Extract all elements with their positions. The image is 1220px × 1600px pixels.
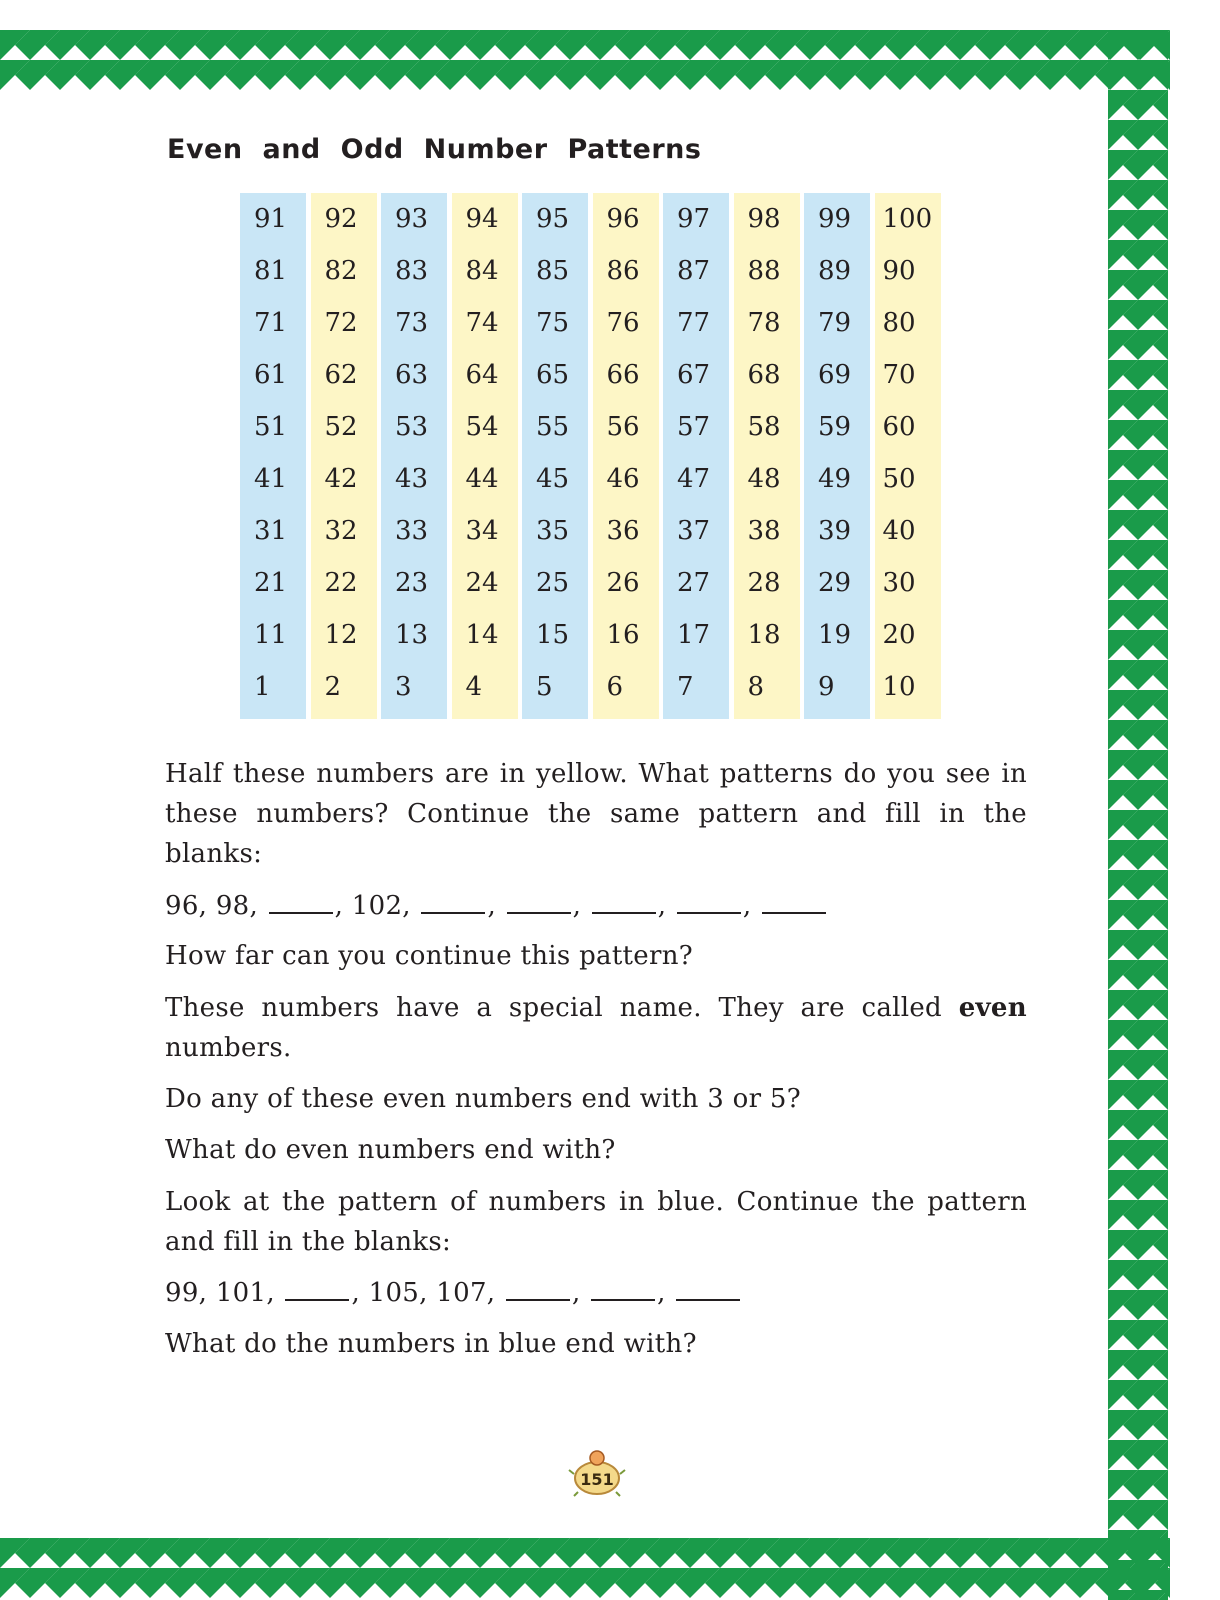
grid-cell: 5	[536, 672, 553, 702]
grid-cell: 13	[395, 620, 429, 650]
grid-cell: 7	[677, 672, 694, 702]
grid-cell: 20	[882, 620, 916, 650]
grid-cell: 28	[747, 568, 781, 598]
grid-cell: 23	[395, 568, 429, 598]
grid-cell: 30	[882, 568, 916, 598]
grid-cell: 64	[465, 360, 499, 390]
grid-cell: 45	[536, 464, 570, 494]
odd-sequence-fill-in: 99, 101, , 105, 107, , ,	[165, 1273, 1027, 1313]
grid-column	[593, 193, 659, 719]
grid-cell: 31	[254, 516, 288, 546]
grid-cell: 38	[747, 516, 781, 546]
grid-cell: 89	[818, 256, 852, 286]
grid-cell: 47	[677, 464, 711, 494]
grid-column	[381, 193, 447, 719]
grid-cell: 94	[465, 204, 499, 234]
grid-cell: 35	[536, 516, 570, 546]
grid-cell: 57	[677, 412, 711, 442]
grid-cell: 79	[818, 308, 852, 338]
bottom-border-pattern	[0, 1538, 1170, 1600]
blank[interactable]	[677, 888, 741, 914]
paragraph-blue-pattern: Look at the pattern of numbers in blue. Continue the pattern and fill in the blanks:	[165, 1187, 1027, 1257]
grid-cell: 70	[882, 360, 916, 390]
grid-cell: 4	[465, 672, 483, 702]
grid-cell: 95	[536, 204, 570, 234]
top-border-pattern	[0, 30, 1170, 90]
grid-cell: 15	[536, 620, 570, 650]
grid-cell: 55	[536, 412, 570, 442]
grid-cell: 80	[882, 308, 916, 338]
grid-cell: 100	[882, 204, 933, 234]
blank[interactable]	[507, 888, 571, 914]
grid-cell: 10	[882, 672, 916, 702]
blank[interactable]	[285, 1275, 349, 1301]
grid-cell: 29	[818, 568, 852, 598]
grid-cell: 82	[324, 256, 358, 286]
grid-column	[663, 193, 729, 719]
grid-cell: 86	[606, 256, 640, 286]
grid-cell: 11	[254, 620, 288, 650]
blank[interactable]	[762, 888, 826, 914]
question-blue-end: What do the numbers in blue end with?	[165, 1329, 697, 1359]
grid-cell: 60	[882, 412, 916, 442]
grid-cell: 56	[606, 412, 640, 442]
grid-cell: 73	[395, 308, 429, 338]
grid-cell: 74	[465, 308, 499, 338]
grid-column	[522, 193, 588, 719]
grid-cell: 42	[324, 464, 358, 494]
blank[interactable]	[676, 1275, 740, 1301]
grid-cell: 18	[747, 620, 781, 650]
grid-cell: 37	[677, 516, 711, 546]
grid-cell: 68	[747, 360, 781, 390]
grid-cell: 41	[254, 464, 288, 494]
grid-cell: 12	[324, 620, 358, 650]
grid-cell: 1	[254, 672, 271, 702]
grid-cell: 98	[747, 204, 781, 234]
grid-cell: 16	[606, 620, 640, 650]
grid-cell: 72	[324, 308, 358, 338]
grid-cell: 87	[677, 256, 711, 286]
grid-column	[875, 193, 941, 719]
grid-cell: 99	[818, 204, 852, 234]
grid-cell: 9	[818, 672, 835, 702]
grid-cell: 3	[395, 672, 412, 702]
grid-column	[240, 193, 306, 719]
grid-cell: 36	[606, 516, 640, 546]
grid-cell: 26	[606, 568, 640, 598]
grid-cell: 71	[254, 308, 288, 338]
grid-cell: 61	[254, 360, 288, 390]
grid-cell: 22	[324, 568, 358, 598]
grid-cell: 25	[536, 568, 570, 598]
grid-cell: 39	[818, 516, 852, 546]
grid-cell: 59	[818, 412, 852, 442]
grid-cell: 65	[536, 360, 570, 390]
grid-cell: 43	[395, 464, 429, 494]
blank[interactable]	[591, 1275, 655, 1301]
paragraph-even-definition: These numbers have a special name. They are called even numbers.	[165, 993, 1027, 1063]
grid-column	[804, 193, 870, 719]
grid-column	[452, 193, 518, 719]
question-how-far: How far can you continue this pattern?	[165, 941, 694, 971]
grid-cell: 54	[465, 412, 499, 442]
grid-cell: 51	[254, 412, 288, 442]
section-heading: Even and Odd Number Patterns	[167, 134, 702, 165]
grid-cell: 2	[324, 672, 342, 702]
grid-cell: 83	[395, 256, 429, 286]
paragraph-yellow-pattern: Half these numbers are in yellow. What patterns do you see in these numbers? Continue the same pattern and fill in the blanks:	[165, 759, 1027, 869]
blank[interactable]	[421, 888, 485, 914]
grid-cell: 92	[324, 204, 358, 234]
grid-cell: 62	[324, 360, 358, 390]
grid-cell: 14	[465, 620, 499, 650]
grid-cell: 91	[254, 204, 288, 234]
grid-cell: 21	[254, 568, 288, 598]
grid-cell: 52	[324, 412, 358, 442]
grid-cell: 34	[465, 516, 499, 546]
grid-cell: 58	[747, 412, 781, 442]
grid-cell: 93	[395, 204, 429, 234]
grid-cell: 17	[677, 620, 711, 650]
grid-cell: 32	[324, 516, 358, 546]
grid-cell: 96	[606, 204, 640, 234]
grid-column	[734, 193, 800, 719]
grid-cell: 90	[882, 256, 916, 286]
blank[interactable]	[592, 888, 656, 914]
grid-cell: 77	[677, 308, 711, 338]
grid-cell: 49	[818, 464, 852, 494]
grid-cell: 97	[677, 204, 711, 234]
question-even-end: What do even numbers end with?	[165, 1135, 616, 1165]
term-even: even	[958, 993, 1027, 1023]
grid-cell: 8	[747, 672, 765, 702]
grid-cell: 63	[395, 360, 429, 390]
grid-cell: 48	[747, 464, 781, 494]
grid-cell: 78	[747, 308, 781, 338]
grid-cell: 6	[606, 672, 624, 702]
blank[interactable]	[269, 888, 333, 914]
question-end-3-or-5: Do any of these even numbers end with 3 or 5?	[165, 1084, 801, 1114]
blank[interactable]	[506, 1275, 570, 1301]
grid-cell: 88	[747, 256, 781, 286]
grid-cell: 27	[677, 568, 711, 598]
grid-column	[311, 193, 377, 719]
grid-cell: 84	[465, 256, 499, 286]
right-border-pattern	[1108, 30, 1170, 1600]
grid-cell: 76	[606, 308, 640, 338]
grid-cell: 67	[677, 360, 711, 390]
grid-cell: 19	[818, 620, 852, 650]
grid-cell: 50	[882, 464, 916, 494]
grid-cell: 46	[606, 464, 640, 494]
grid-cell: 40	[882, 516, 916, 546]
grid-cell: 33	[395, 516, 429, 546]
even-sequence-fill-in: 96, 98, , 102, , , , ,	[165, 886, 1027, 926]
grid-cell: 24	[465, 568, 499, 598]
grid-cell: 69	[818, 360, 852, 390]
page-number: 151	[580, 1470, 614, 1489]
grid-cell: 53	[395, 412, 429, 442]
grid-cell: 85	[536, 256, 570, 286]
grid-cell: 44	[465, 464, 499, 494]
grid-cell: 75	[536, 308, 570, 338]
hundred-number-grid	[240, 193, 960, 719]
grid-cell: 66	[606, 360, 640, 390]
grid-cell: 81	[254, 256, 288, 286]
